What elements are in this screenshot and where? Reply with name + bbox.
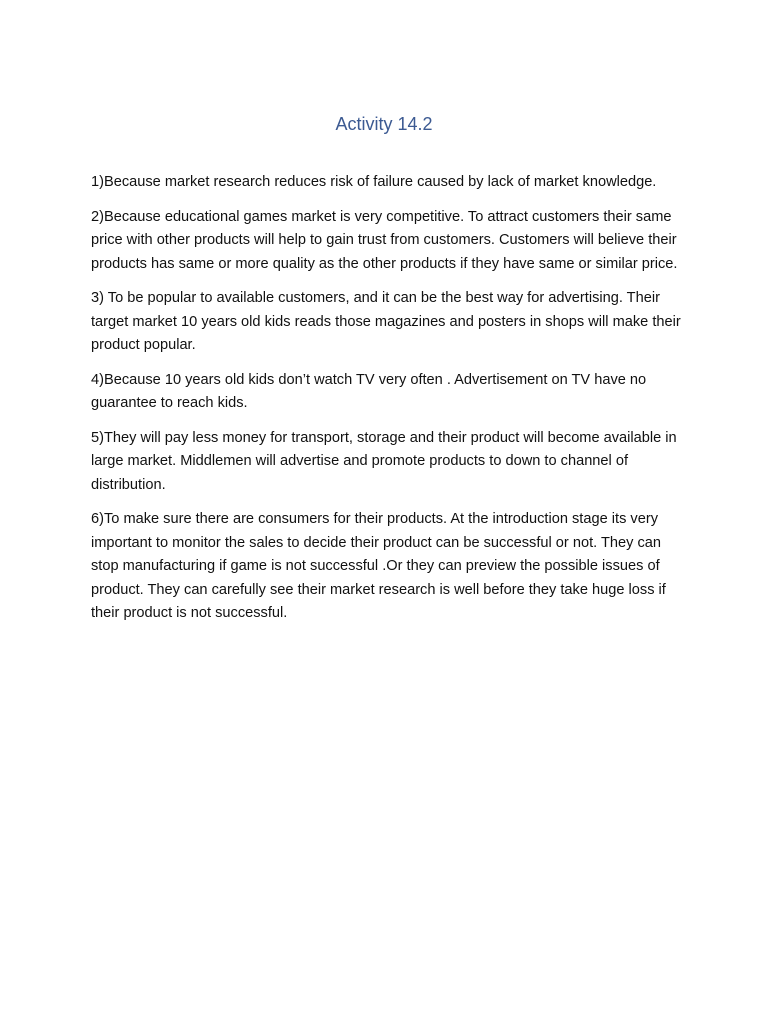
answer-paragraph-1: 1)Because market research reduces risk of failure caused by lack of market knowledge.	[91, 174, 657, 190]
document-body	[91, 171, 691, 637]
answer-paragraph-3: 3) To be popular to available customers, and it can be the best way for advertising. Their target market 10 years old kids reads those magazines and posters in shops will make their product popular.	[91, 290, 681, 353]
answer-paragraph-6: 6)To make sure there are consumers for their products. At the introduction stage its very important to monitor the sales to decide their product can be successful or not. They can stop manufacturing if game is not successful .Or they can preview the possible issues of product. They can carefully see their market research is well before they take huge loss if their product is not successful.	[91, 511, 666, 621]
answer-paragraph-5: 5)They will pay less money for transport, storage and their product will become available in large market. Middlemen will advertise and promote products to down to channel of distribution.	[91, 429, 677, 493]
answer-paragraph-2: 2)Because educational games market is very competitive. To attract customers their same price with other products will help to gain trust from customers. Customers will believe their products has same or more quality as the other products if they have same or similar price.	[91, 208, 678, 272]
document-title: Activity 14.2	[335, 114, 433, 134]
answer-paragraph-4: 4)Because 10 years old kids don’t watch TV very often . Advertisement on TV have no guarantee to reach kids.	[91, 371, 647, 411]
